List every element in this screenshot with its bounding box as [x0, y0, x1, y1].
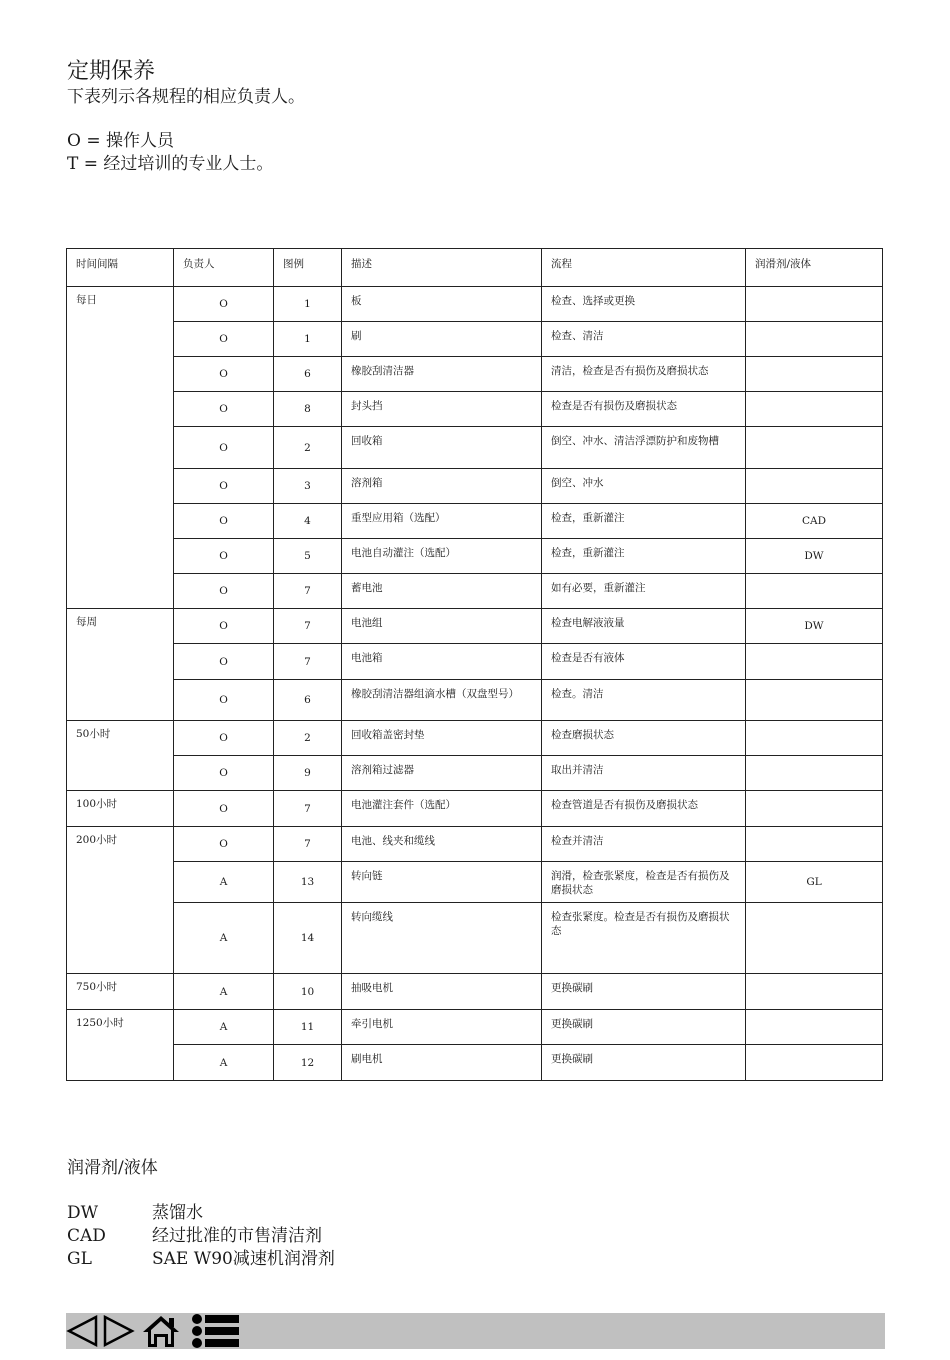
responsible-cell: A	[174, 1045, 274, 1081]
responsible-cell: O	[174, 574, 274, 609]
table-row	[67, 427, 883, 469]
table-row	[67, 574, 883, 609]
contents-list-icon	[190, 1313, 242, 1349]
figure-cell: 1	[274, 322, 342, 357]
procedure-cell: 检查并清洁	[542, 827, 746, 862]
description-cell: 电池箱	[342, 644, 542, 680]
figure-cell: 8	[274, 392, 342, 427]
figure-cell: 9	[274, 756, 342, 791]
interval-cell: 每日	[67, 287, 174, 609]
description-cell: 橡胶刮清洁器组滴水槽（双盘型号）	[342, 680, 542, 721]
legend-operator: O = 操作人员	[67, 131, 174, 151]
table-row	[67, 1045, 883, 1081]
fluid-cell	[746, 721, 883, 756]
description-cell: 刷电机	[342, 1045, 542, 1081]
table-row	[67, 974, 883, 1010]
figure-cell: 12	[274, 1045, 342, 1081]
description-cell: 牵引电机	[342, 1010, 542, 1045]
description-cell: 抽吸电机	[342, 974, 542, 1010]
figure-cell: 5	[274, 539, 342, 574]
description-cell: 电池组	[342, 609, 542, 644]
figure-cell: 7	[274, 609, 342, 644]
navigation-bar	[66, 1313, 885, 1349]
figure-cell: 10	[274, 974, 342, 1010]
procedure-cell: 检查张紧度。检查是否有损伤及磨损状态	[542, 903, 746, 974]
fluid-cell	[746, 574, 883, 609]
figure-cell: 7	[274, 644, 342, 680]
page-title: 定期保养	[67, 59, 156, 84]
figure-cell: 7	[274, 791, 342, 827]
fluids-title: 润滑剂/液体	[67, 1158, 158, 1178]
figure-cell: 3	[274, 469, 342, 504]
description-cell: 橡胶刮清洁器	[342, 357, 542, 392]
responsible-cell: O	[174, 756, 274, 791]
fluid-cell	[746, 974, 883, 1010]
legend-technician: T = 经过培训的专业人士。	[67, 154, 274, 174]
procedure-cell: 检查，重新灌注	[542, 539, 746, 574]
table-row	[67, 539, 883, 574]
home-icon	[140, 1313, 182, 1349]
procedure-cell: 倒空、冲水	[542, 469, 746, 504]
next-page-button[interactable]	[102, 1313, 136, 1349]
header-figure: 图例	[274, 249, 342, 287]
procedure-cell: 检查电解液液量	[542, 609, 746, 644]
table-row	[67, 504, 883, 539]
responsible-cell: O	[174, 609, 274, 644]
procedure-cell: 取出并清洁	[542, 756, 746, 791]
procedure-cell: 倒空、冲水、清洁浮漂防护和废物槽	[542, 427, 746, 469]
table-row	[67, 862, 883, 903]
table-row	[67, 287, 883, 322]
table-row	[67, 609, 883, 644]
procedure-cell: 润滑，检查张紧度，检查是否有损伤及磨损状态	[542, 862, 746, 903]
responsible-cell: A	[174, 1010, 274, 1045]
figure-cell: 4	[274, 504, 342, 539]
table-row	[67, 644, 883, 680]
interval-cell: 750小时	[67, 974, 174, 1010]
fluid-cell	[746, 680, 883, 721]
procedure-cell: 检查管道是否有损伤及磨损状态	[542, 791, 746, 827]
fluid-code: GL	[67, 1249, 92, 1269]
description-cell: 溶剂箱	[342, 469, 542, 504]
description-cell: 板	[342, 287, 542, 322]
figure-cell: 2	[274, 427, 342, 469]
contents-button[interactable]	[190, 1313, 242, 1349]
fluid-cell	[746, 827, 883, 862]
responsible-cell: O	[174, 680, 274, 721]
table-row	[67, 756, 883, 791]
figure-cell: 1	[274, 287, 342, 322]
procedure-cell: 更换碳刷	[542, 1045, 746, 1081]
previous-page-icon	[66, 1313, 102, 1349]
procedure-cell: 更换碳刷	[542, 1010, 746, 1045]
procedure-cell: 更换碳刷	[542, 974, 746, 1010]
table-row	[67, 680, 883, 721]
interval-cell: 200小时	[67, 827, 174, 974]
procedure-cell: 检查是否有损伤及磨损状态	[542, 392, 746, 427]
responsible-cell: O	[174, 357, 274, 392]
responsible-cell: O	[174, 791, 274, 827]
table-body	[67, 287, 883, 1081]
description-cell: 电池自动灌注（选配）	[342, 539, 542, 574]
responsible-cell: O	[174, 287, 274, 322]
figure-cell: 6	[274, 357, 342, 392]
table-row	[67, 1010, 883, 1045]
home-button[interactable]	[140, 1313, 182, 1349]
fluid-cell	[746, 1010, 883, 1045]
figure-cell: 11	[274, 1010, 342, 1045]
header-fluid: 润滑剂/液体	[746, 249, 883, 287]
procedure-cell: 如有必要，重新灌注	[542, 574, 746, 609]
fluid-code: CAD	[67, 1226, 106, 1246]
maintenance-table	[66, 248, 883, 1081]
description-cell: 回收箱盖密封垫	[342, 721, 542, 756]
table-row	[67, 322, 883, 357]
description-cell: 溶剂箱过滤器	[342, 756, 542, 791]
description-cell: 转向缆线	[342, 903, 542, 974]
header-interval: 时间间隔	[67, 249, 174, 287]
fluid-cell: GL	[746, 862, 883, 903]
fluid-cell	[746, 791, 883, 827]
next-page-icon	[102, 1313, 136, 1349]
table-row	[67, 827, 883, 862]
description-cell: 刷	[342, 322, 542, 357]
responsible-cell: O	[174, 721, 274, 756]
procedure-cell: 检查、清洁	[542, 322, 746, 357]
fluid-cell	[746, 392, 883, 427]
fluid-cell	[746, 1045, 883, 1081]
fluid-cell: DW	[746, 609, 883, 644]
intro-text: 下表列示各规程的相应负责人。	[67, 87, 305, 107]
fluid-cell	[746, 287, 883, 322]
fluid-cell: DW	[746, 539, 883, 574]
fluid-cell	[746, 357, 883, 392]
description-cell: 转向链	[342, 862, 542, 903]
responsible-cell: A	[174, 903, 274, 974]
description-cell: 电池、线夹和缆线	[342, 827, 542, 862]
responsible-cell: A	[174, 862, 274, 903]
interval-cell: 50小时	[67, 721, 174, 791]
fluid-description: 蒸馏水	[152, 1203, 203, 1223]
responsible-cell: A	[174, 974, 274, 1010]
description-cell: 回收箱	[342, 427, 542, 469]
previous-page-button[interactable]	[66, 1313, 102, 1349]
description-cell: 电池灌注套件（选配）	[342, 791, 542, 827]
fluid-cell	[746, 644, 883, 680]
figure-cell: 14	[274, 903, 342, 974]
fluid-description: SAE W90减速机润滑剂	[152, 1249, 335, 1269]
fluid-cell	[746, 756, 883, 791]
procedure-cell: 检查磨损状态	[542, 721, 746, 756]
header-procedure: 流程	[542, 249, 746, 287]
table-row	[67, 392, 883, 427]
header-responsible: 负责人	[174, 249, 274, 287]
table-row	[67, 469, 883, 504]
description-cell: 重型应用箱（选配）	[342, 504, 542, 539]
figure-cell: 13	[274, 862, 342, 903]
fluid-description: 经过批准的市售清洁剂	[152, 1226, 322, 1246]
table-header-row	[67, 249, 883, 287]
procedure-cell: 检查、选择或更换	[542, 287, 746, 322]
figure-cell: 7	[274, 574, 342, 609]
procedure-cell: 清洁，检查是否有损伤及磨损状态	[542, 357, 746, 392]
table-row	[67, 357, 883, 392]
procedure-cell: 检查，重新灌注	[542, 504, 746, 539]
responsible-cell: O	[174, 827, 274, 862]
fluid-cell	[746, 903, 883, 974]
fluid-cell	[746, 469, 883, 504]
responsible-cell: O	[174, 539, 274, 574]
responsible-cell: O	[174, 427, 274, 469]
table-row	[67, 791, 883, 827]
procedure-cell: 检查。清洁	[542, 680, 746, 721]
responsible-cell: O	[174, 322, 274, 357]
responsible-cell: O	[174, 644, 274, 680]
figure-cell: 7	[274, 827, 342, 862]
interval-cell: 每周	[67, 609, 174, 721]
figure-cell: 2	[274, 721, 342, 756]
fluid-cell	[746, 322, 883, 357]
fluid-cell	[746, 427, 883, 469]
procedure-cell: 检查是否有液体	[542, 644, 746, 680]
description-cell: 封头挡	[342, 392, 542, 427]
header-description: 描述	[342, 249, 542, 287]
interval-cell: 1250小时	[67, 1010, 174, 1081]
interval-cell: 100小时	[67, 791, 174, 827]
fluid-code: DW	[67, 1203, 99, 1223]
table-row	[67, 721, 883, 756]
responsible-cell: O	[174, 504, 274, 539]
description-cell: 蓄电池	[342, 574, 542, 609]
table-row	[67, 903, 883, 974]
fluid-cell: CAD	[746, 504, 883, 539]
responsible-cell: O	[174, 469, 274, 504]
responsible-cell: O	[174, 392, 274, 427]
figure-cell: 6	[274, 680, 342, 721]
